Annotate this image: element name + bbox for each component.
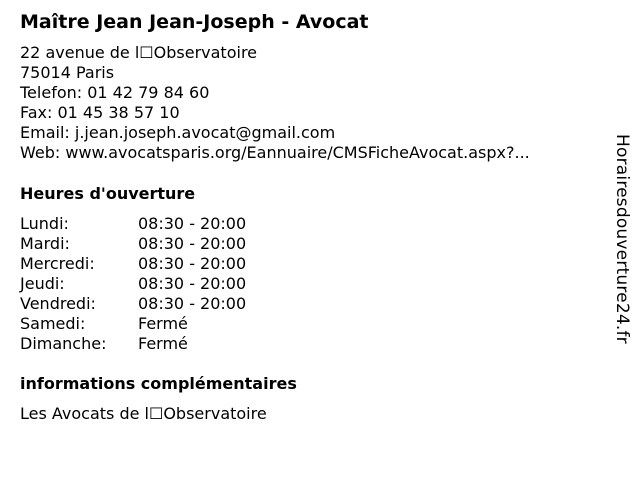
additional-info-text: Les Avocats de l☐Observatoire bbox=[20, 404, 267, 423]
opening-hours-table bbox=[20, 214, 246, 354]
site-watermark: Horairesdouverture24.fr bbox=[612, 134, 632, 344]
contact-block bbox=[20, 43, 530, 163]
web-line bbox=[20, 143, 530, 163]
hours-value: 08:30 - 20:00 bbox=[138, 214, 247, 233]
hours-row bbox=[20, 294, 246, 314]
hours-value: 08:30 - 20:00 bbox=[138, 234, 247, 253]
address-line-1: 22 avenue de l☐Observatoire bbox=[20, 43, 258, 62]
website-link[interactable]: www.avocatsparis.org/Eannuaire/CMSFicheAvocat.aspx?... bbox=[65, 143, 530, 162]
hours-row bbox=[20, 334, 246, 354]
fax-number: Fax: 01 45 38 57 10 bbox=[20, 103, 180, 122]
hours-row bbox=[20, 234, 246, 254]
opening-hours-heading: Heures d'ouverture bbox=[20, 184, 196, 203]
day-label: Mercredi: bbox=[20, 254, 95, 273]
hours-row bbox=[20, 214, 246, 234]
hours-value: Fermé bbox=[138, 334, 188, 353]
hours-value: 08:30 - 20:00 bbox=[138, 254, 247, 273]
hours-value: Fermé bbox=[138, 314, 188, 333]
hours-value: 08:30 - 20:00 bbox=[138, 294, 247, 313]
day-label: Samedi: bbox=[20, 314, 86, 333]
email-link[interactable]: j.jean.joseph.avocat@gmail.com bbox=[74, 123, 336, 142]
day-label: Dimanche: bbox=[20, 334, 107, 353]
hours-row bbox=[20, 274, 246, 294]
hours-value: 08:30 - 20:00 bbox=[138, 274, 247, 293]
day-label: Lundi: bbox=[20, 214, 69, 233]
additional-info-heading: informations complémentaires bbox=[20, 374, 297, 393]
day-label: Vendredi: bbox=[20, 294, 96, 313]
hours-row bbox=[20, 314, 246, 334]
page-title: Maître Jean Jean-Joseph - Avocat bbox=[20, 11, 369, 33]
email-label: Email: bbox=[20, 123, 75, 142]
phone-number: Telefon: 01 42 79 84 60 bbox=[20, 83, 210, 102]
web-label: Web: bbox=[20, 143, 66, 162]
day-label: Mardi: bbox=[20, 234, 70, 253]
email-line bbox=[20, 123, 530, 143]
day-label: Jeudi: bbox=[20, 274, 65, 293]
address-line-2: 75014 Paris bbox=[20, 63, 115, 82]
hours-row bbox=[20, 254, 246, 274]
